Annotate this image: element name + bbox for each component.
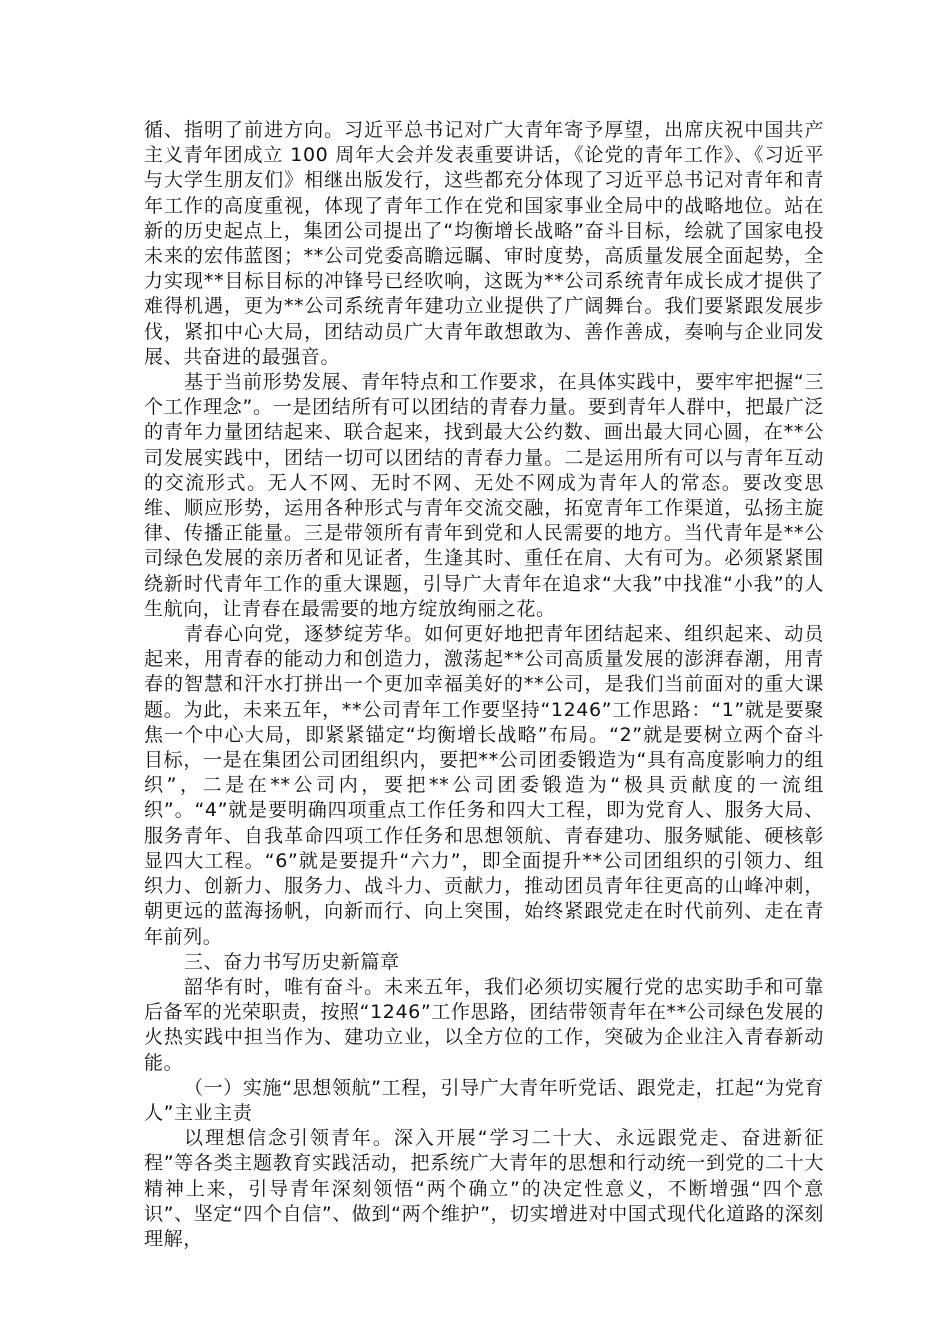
paragraph-ideals-beliefs: 以理想信念引领青年。深入开展“学习二十大、永远跟党走、奋进新征程”等各类主题教育实践活动，把系统广大青年的思想和行动统一到党的二十大精神上来，引导青年深刻领悟“两个确立”的决定性意义，不断增强“四个意识”、坚定“四个自信”、做到“两个维护”，切实增进对中国式现代化道路的深刻理解， <box>144 1127 824 1250</box>
document-page <box>144 118 824 1252</box>
paragraph-continuation: 循、指明了前进方向。习近平总书记对广大青年寄予厚望，出席庆祝中国共产主义青年团成立 100 周年大会并发表重要讲话，《论党的青年工作》、《习近平与大学生朋友们》相继出版发行，这些都充分体现了习近平总书记对青年和青年工作的高度重视，体现了青年工作在党和国家事业全局中的战略地位。站在新的历史起点上，集团公司提出了“均衡增长战略”奋斗目标，绘就了国家电投未来的宏伟蓝图；**公司党委高瞻远瞩、审时度势，高质量发展全面起势，全力实现**目标目标的冲锋号已经吹响，这既为**公司系统青年成长成才提供了难得机遇，更为**公司系统青年建功立业提供了广阔舞台。我们要紧跟发展步伐，紧扣中心大局，团结动员广大青年敢想敢为、善作善成，奏响与企业同发展、共奋进的最强音。 <box>144 119 824 368</box>
paragraph-work-concepts: 基于当前形势发展、青年特点和工作要求，在具体实践中，要牢牢把握“三个工作理念”。一是团结所有可以团结的青春力量。要到青年人群中，把最广泛的青年力量团结起来、联合起来，找到最大公约数、画出最大同心圆，在**公司发展实践中，团结一切可以团结的青春力量。二是运用所有可以与青年互动的交流形式。无人不网、无时不网、无处不网成为青年人的常态。要改变思维、顺应形势，运用各种形式与青年交流交融，拓宽青年工作渠道，弘扬主旋律、传播正能量。三是带领所有青年到党和人民需要的地方。当代青年是**公司绿色发展的亲历者和见证者，生逢其时、重任在肩、大有可为。必须紧紧围绕新时代青年工作的重大课题，引导广大青年在追求“大我”中找准“小我”的人生航向，让青春在最需要的地方绽放绚丽之花。 <box>144 371 824 620</box>
subheading-ideological-leadership: （一）实施“思想领航”工程，引导广大青年听党话、跟党走，扛起“为党育人”主业主责 <box>144 1076 824 1124</box>
paragraph-striving: 韶华有时，唯有奋斗。未来五年，我们必须切实履行党的忠实助手和可靠后备军的光荣职责，按照“1246”工作思路，团结带领青年在**公司绿色发展的火热实践中担当作为、建功立业，以全方位的工作，突破为企业注入青春新动能。 <box>144 975 824 1074</box>
section-heading-three: 三、奋力书写历史新篇章 <box>184 950 400 973</box>
paragraph-1246-approach: 青春心向党，逐梦绽芳华。如何更好地把青年团结起来、组织起来、动员起来，用青春的能动力和创造力，激荡起**公司高质量发展的澎湃春潮，用青春的智慧和汗水打拼出一个更加幸福美好的**公司，是我们当前面对的重大课题。为此，未来五年，**公司青年工作要坚持“1246”工作思路：“1”就是要聚焦一个中心大局，即紧紧锚定“均衡增长战略”布局。“2”就是要树立两个奋斗目标，一是在集团公司团组织内，要把**公司团委锻造为“具有高度影响力的组织”，二是在**公司内，要把**公司团委锻造为“极具贡献度的一流组织”。“4”就是要明确四项重点工作任务和四大工程，即为党育人、服务大局、服务青年、自我革命四项工作任务和思想领航、青春建功、服务赋能、硬核彰显四大工程。“6”就是要提升“六力”，即全面提升**公司团组织的引领力、组织力、创新力、服务力、战斗力、贡献力，推动团员青年往更高的山峰冲刺，朝更远的蓝海扬帆，向新而行、向上突围，始终紧跟党走在时代前列、走在青年前列。 <box>144 623 824 948</box>
